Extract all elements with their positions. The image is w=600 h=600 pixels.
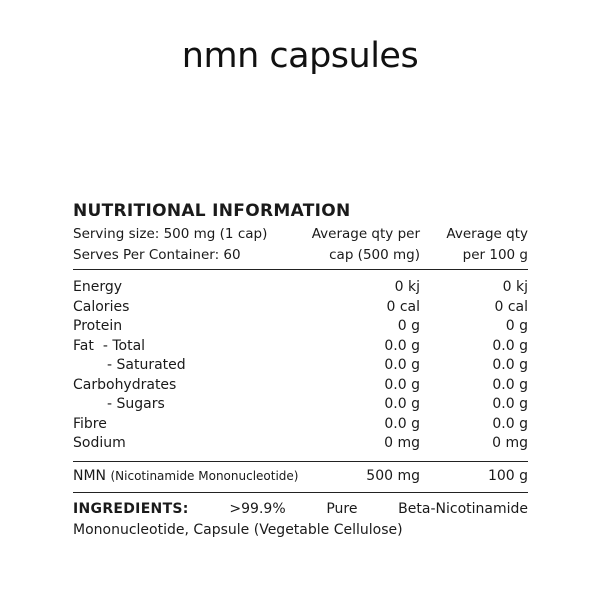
nutrient-label: Sodium — [73, 435, 126, 451]
nutrient-label — [73, 337, 304, 357]
ingredients-text: >99.9% Pure Beta-Nicotinamide Mononucleotide, Capsule (Vegetable Cellulose) — [73, 501, 529, 538]
nutrient-per-100g: 0.0 g — [492, 337, 528, 354]
nutrient-table — [73, 270, 528, 461]
nutrient-per-serve: 0 cal — [386, 298, 420, 315]
nutrient-label: Protein — [73, 318, 123, 334]
nutrient-row-carbohydrates — [73, 376, 528, 396]
nutrition-panel — [73, 200, 528, 540]
nutrient-row-sugars — [73, 395, 528, 415]
col-b-header-line2: per 100 g — [462, 247, 528, 263]
nutrient-row-calories — [73, 298, 528, 318]
serving-header-row-2 — [73, 245, 528, 266]
nutrient-label: Energy — [73, 279, 123, 295]
nutrient-per-serve: 0 g — [397, 318, 420, 334]
nutrient-per-serve: 0.0 g — [384, 396, 420, 412]
nutrient-label: Carbohydrates — [73, 376, 177, 393]
col-a-header-line2: cap (500 mg) — [329, 247, 420, 263]
nutrient-label: Fibre — [73, 415, 107, 432]
nmn-row — [73, 467, 528, 487]
nmn-per-100g: 100 g — [487, 467, 528, 484]
nmn-label-main: NMN — [73, 467, 107, 484]
product-title: nmn capsules — [181, 36, 419, 76]
nutrient-row-sodium — [73, 434, 528, 454]
nutrient-per-serve: 0.0 g — [384, 415, 420, 432]
nutrient-per-serve: 0.0 g — [384, 376, 420, 393]
nutrient-per-serve: 0.0 g — [384, 357, 420, 373]
nmn-label — [73, 467, 304, 487]
ingredients-label: INGREDIENTS: — [73, 501, 189, 517]
nmn-label-sub: (Nicotinamide Mononucleotide) — [110, 468, 299, 483]
nutrient-row-energy — [73, 278, 528, 298]
panel-heading: NUTRITIONAL INFORMATION — [73, 201, 351, 221]
nutrient-label-main: Fat — [73, 337, 94, 354]
serves-per-container: Serves Per Container: 60 — [73, 247, 241, 263]
nutrient-per-100g: 0 g — [505, 318, 528, 334]
col-a-header-line1: Average qty per — [311, 226, 420, 242]
col-b-header-line1: Average qty — [446, 226, 528, 242]
nutrient-per-100g: 0.0 g — [492, 376, 528, 393]
nutrient-row-saturated — [73, 356, 528, 376]
nutrient-label: - Saturated — [107, 357, 186, 373]
nutrient-per-serve: 0 kj — [394, 279, 420, 295]
nutrient-per-100g: 0.0 g — [492, 396, 528, 412]
nutrient-label: Calories — [73, 298, 130, 315]
nutrient-label: - Sugars — [107, 396, 165, 412]
serving-size: Serving size: 500 mg (1 cap) — [73, 226, 268, 242]
nutrient-per-100g: 0 cal — [494, 298, 528, 315]
serving-header — [73, 224, 528, 269]
nutrient-per-100g: 0 mg — [492, 435, 528, 451]
nutrient-per-100g: 0 kj — [502, 279, 528, 295]
nutrient-per-serve: 0.0 g — [384, 337, 420, 354]
nutrient-per-serve: 0 mg — [384, 435, 420, 451]
nmn-section — [73, 462, 528, 493]
nutrient-per-100g: 0.0 g — [492, 415, 528, 432]
ingredients — [73, 493, 528, 540]
nutrient-row-protein — [73, 317, 528, 337]
nutrient-row-fibre — [73, 415, 528, 435]
nutrient-per-100g: 0.0 g — [492, 357, 528, 373]
nutrient-label-sub: - Total — [102, 337, 146, 354]
nmn-per-serve: 500 mg — [366, 467, 420, 484]
nutrient-row-fat-total — [73, 337, 528, 357]
serving-header-row-1 — [73, 224, 528, 245]
